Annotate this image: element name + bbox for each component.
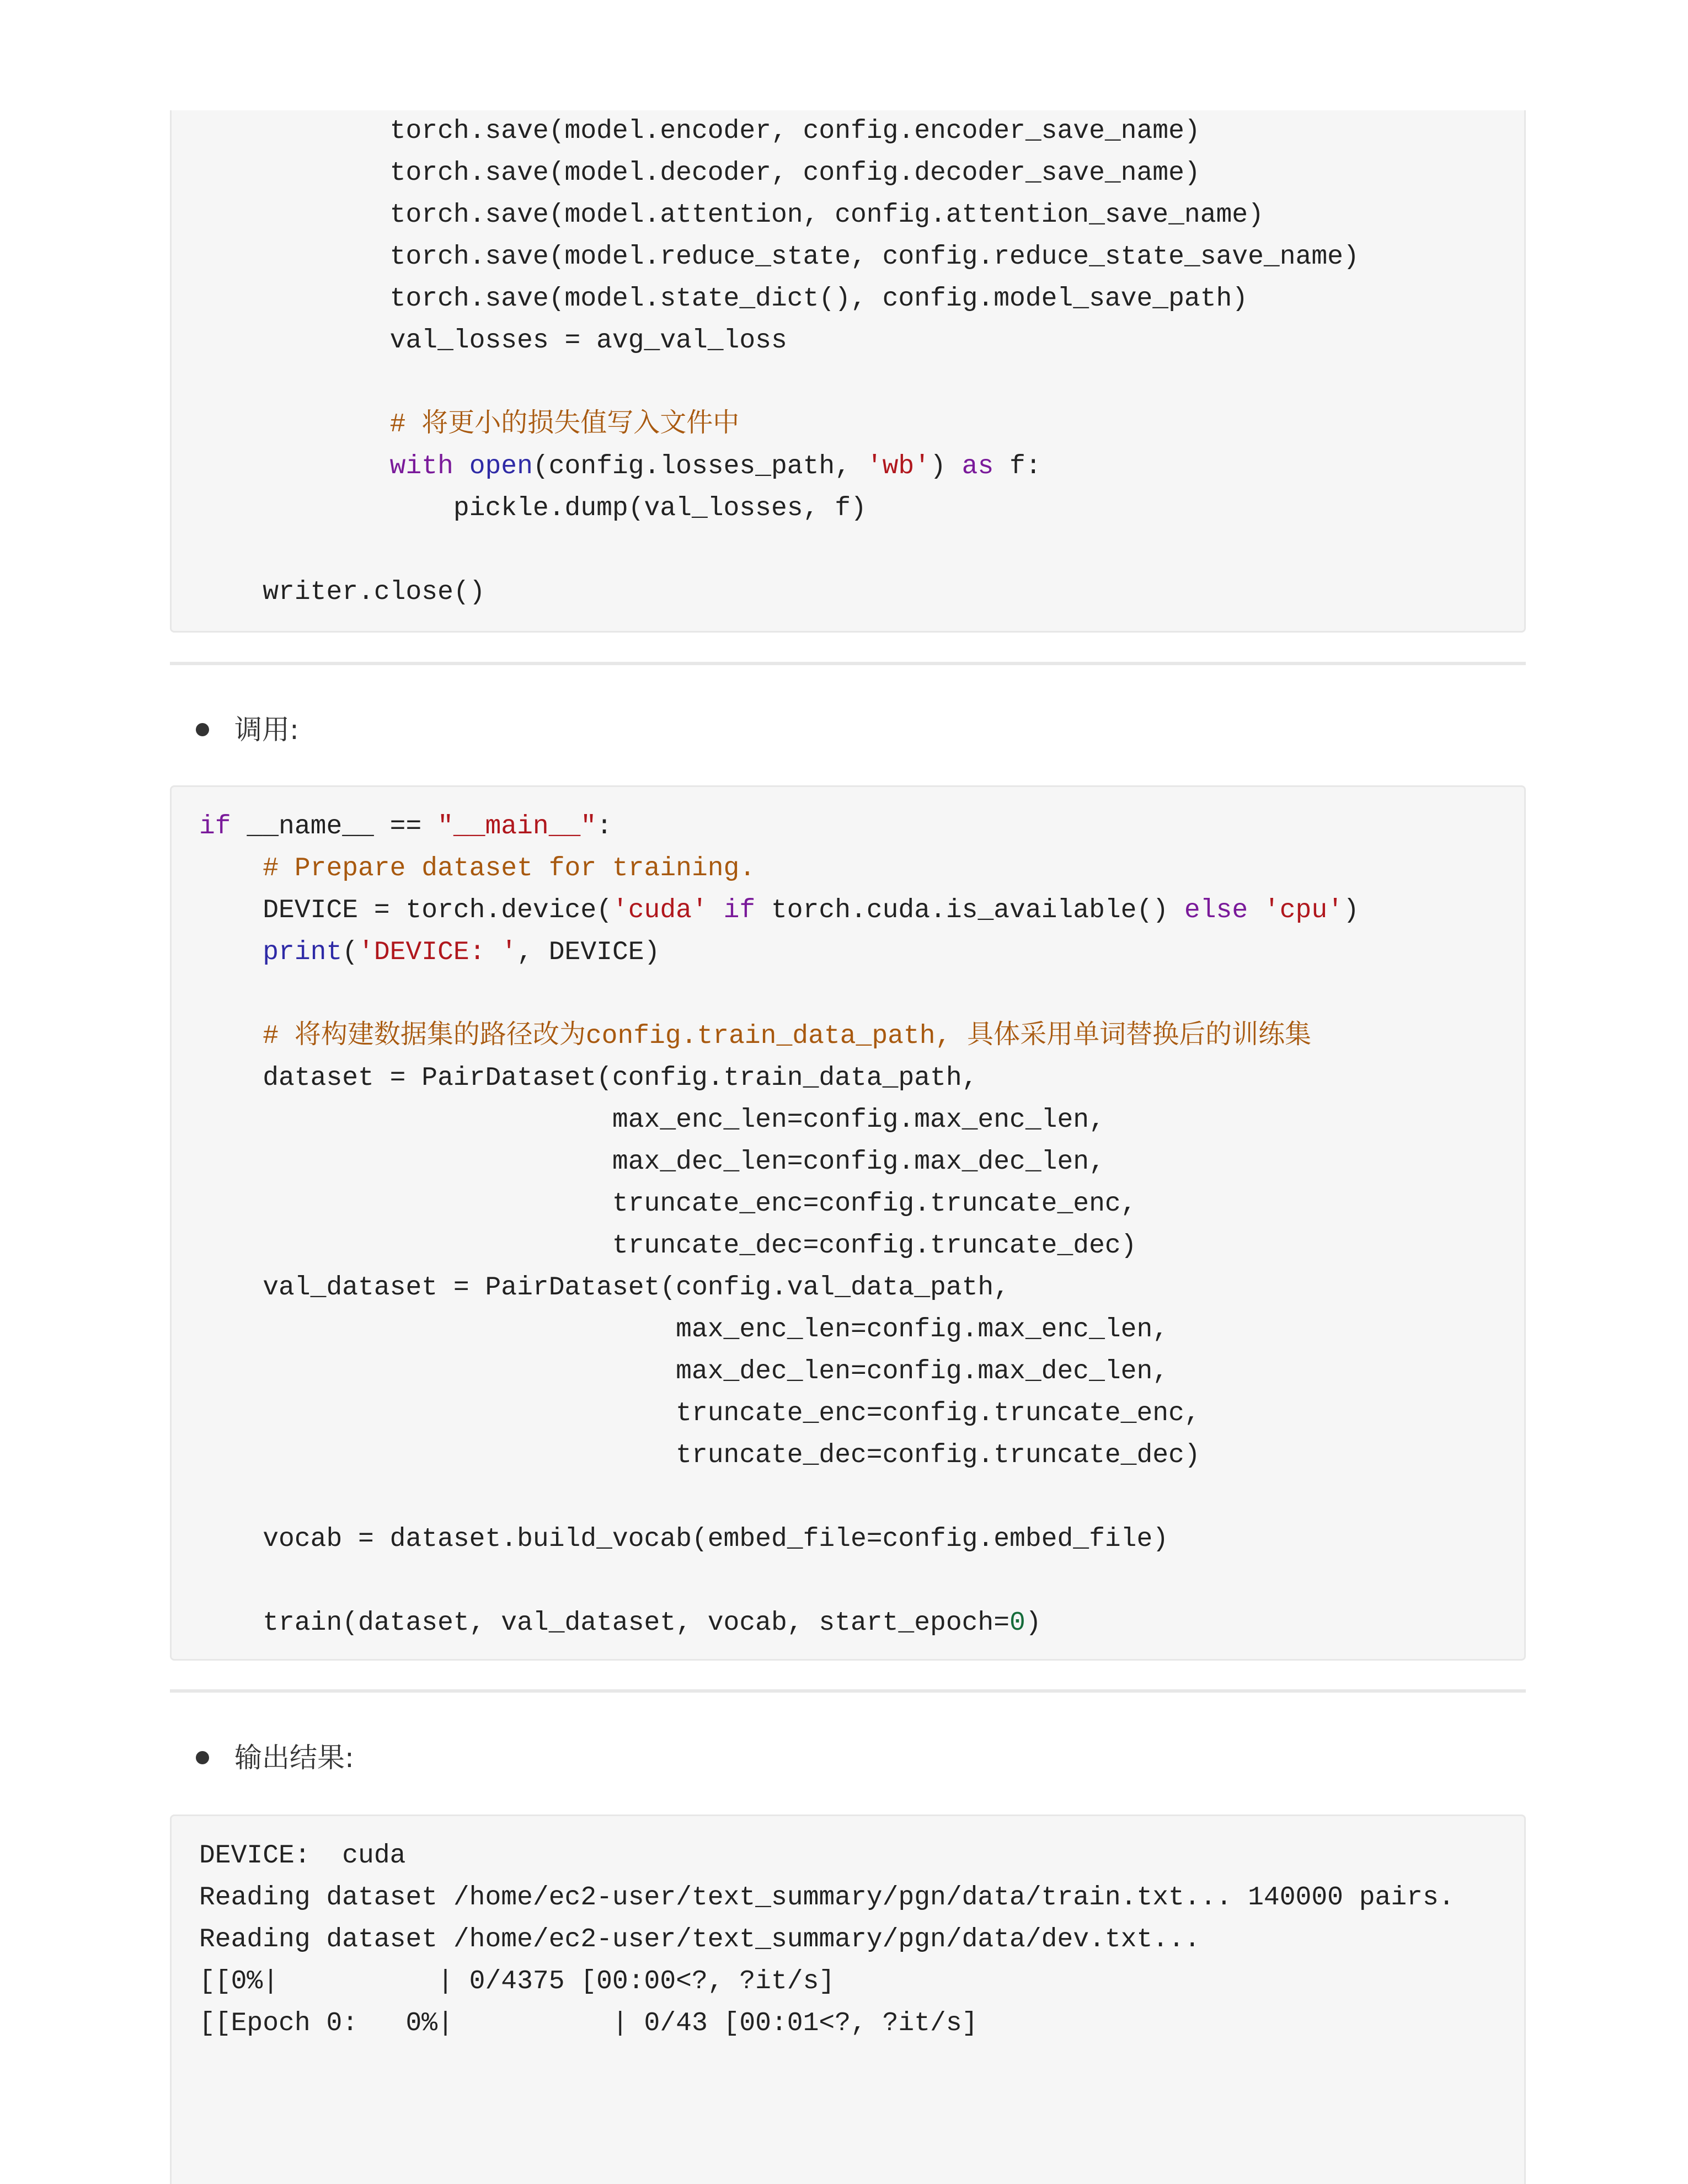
code-line: truncate_enc=config.truncate_enc,: [199, 1189, 1137, 1219]
section-divider: [170, 1689, 1526, 1693]
code-line: print('DEVICE: ', DEVICE): [263, 938, 660, 967]
bullet-label: 调用:: [234, 714, 299, 746]
code-comment: # 将构建数据集的路径改为config.train_data_path, 具体采用单词替换后的训练集: [199, 1021, 1312, 1051]
code-line: if __name__ == "__main__":: [199, 812, 612, 842]
code-line: truncate_dec=config.truncate_dec): [199, 1231, 1137, 1261]
code-line: truncate_enc=config.truncate_enc,: [199, 1399, 1200, 1428]
code-block-save-model: [170, 110, 1526, 633]
bullet-dot-icon: [196, 1751, 209, 1764]
code-line: max_dec_len=config.max_dec_len,: [199, 1357, 1169, 1387]
code-comment: # 将更小的损失值写入文件中: [199, 410, 740, 440]
output-line: [[Epoch 0: 0%| | 0/43 [00:01<?, ?it/s]: [199, 2009, 978, 2038]
code-line: writer.close(): [199, 577, 485, 607]
code-line: torch.save(model.state_dict(), config.model_save_path): [199, 284, 1248, 314]
code-line: val_dataset = PairDataset(config.val_data_path,: [199, 1273, 1010, 1303]
code-line: torch.save(model.attention, config.attention_save_name): [199, 200, 1264, 230]
code-line: truncate_dec=config.truncate_dec): [199, 1441, 1200, 1470]
code-line: max_enc_len=config.max_enc_len,: [199, 1105, 1105, 1135]
code-line: max_enc_len=config.max_enc_len,: [199, 1315, 1169, 1345]
code-line: pickle.dump(val_losses, f): [199, 494, 867, 523]
bullet-label: 输出结果:: [234, 1742, 354, 1774]
code-line: train(dataset, val_dataset, vocab, start_epoch=0): [199, 1608, 1041, 1638]
section-divider: [170, 662, 1526, 665]
bullet-dot-icon: [196, 723, 209, 736]
output-line: [[0%| | 0/4375 [00:00<?, ?it/s]: [199, 1967, 835, 1996]
code-comment: # Prepare dataset for training.: [199, 854, 756, 884]
output-line: Reading dataset /home/ec2-user/text_summary/pgn/data/train.txt... 140000 pairs.: [199, 1883, 1455, 1913]
code-line: torch.save(model.decoder, config.decoder_save_name): [199, 158, 1200, 188]
bullet-item-call: [196, 710, 299, 749]
output-line: Reading dataset /home/ec2-user/text_summary/pgn/data/dev.txt...: [199, 1925, 1200, 1955]
code-line: val_losses = avg_val_loss: [199, 326, 787, 356]
code-line: vocab = dataset.build_vocab(embed_file=config.embed_file): [199, 1524, 1169, 1554]
code-line: DEVICE = torch.device('cuda' if torch.cuda.is_available() else 'cpu'): [199, 896, 1359, 925]
code-line: torch.save(model.reduce_state, config.reduce_state_save_name): [199, 242, 1359, 272]
code-line: dataset = PairDataset(config.train_data_path,: [199, 1063, 978, 1093]
bullet-item-output: [196, 1738, 354, 1777]
output-line: DEVICE: cuda: [199, 1841, 406, 1871]
code-line: max_dec_len=config.max_dec_len,: [199, 1147, 1105, 1177]
code-block-main: [170, 785, 1526, 1661]
code-line: with open(config.losses_path, 'wb') as f:: [389, 452, 1041, 481]
code-line: torch.save(model.encoder, config.encoder_save_name): [199, 116, 1200, 146]
code-block-output: [170, 1814, 1526, 2184]
